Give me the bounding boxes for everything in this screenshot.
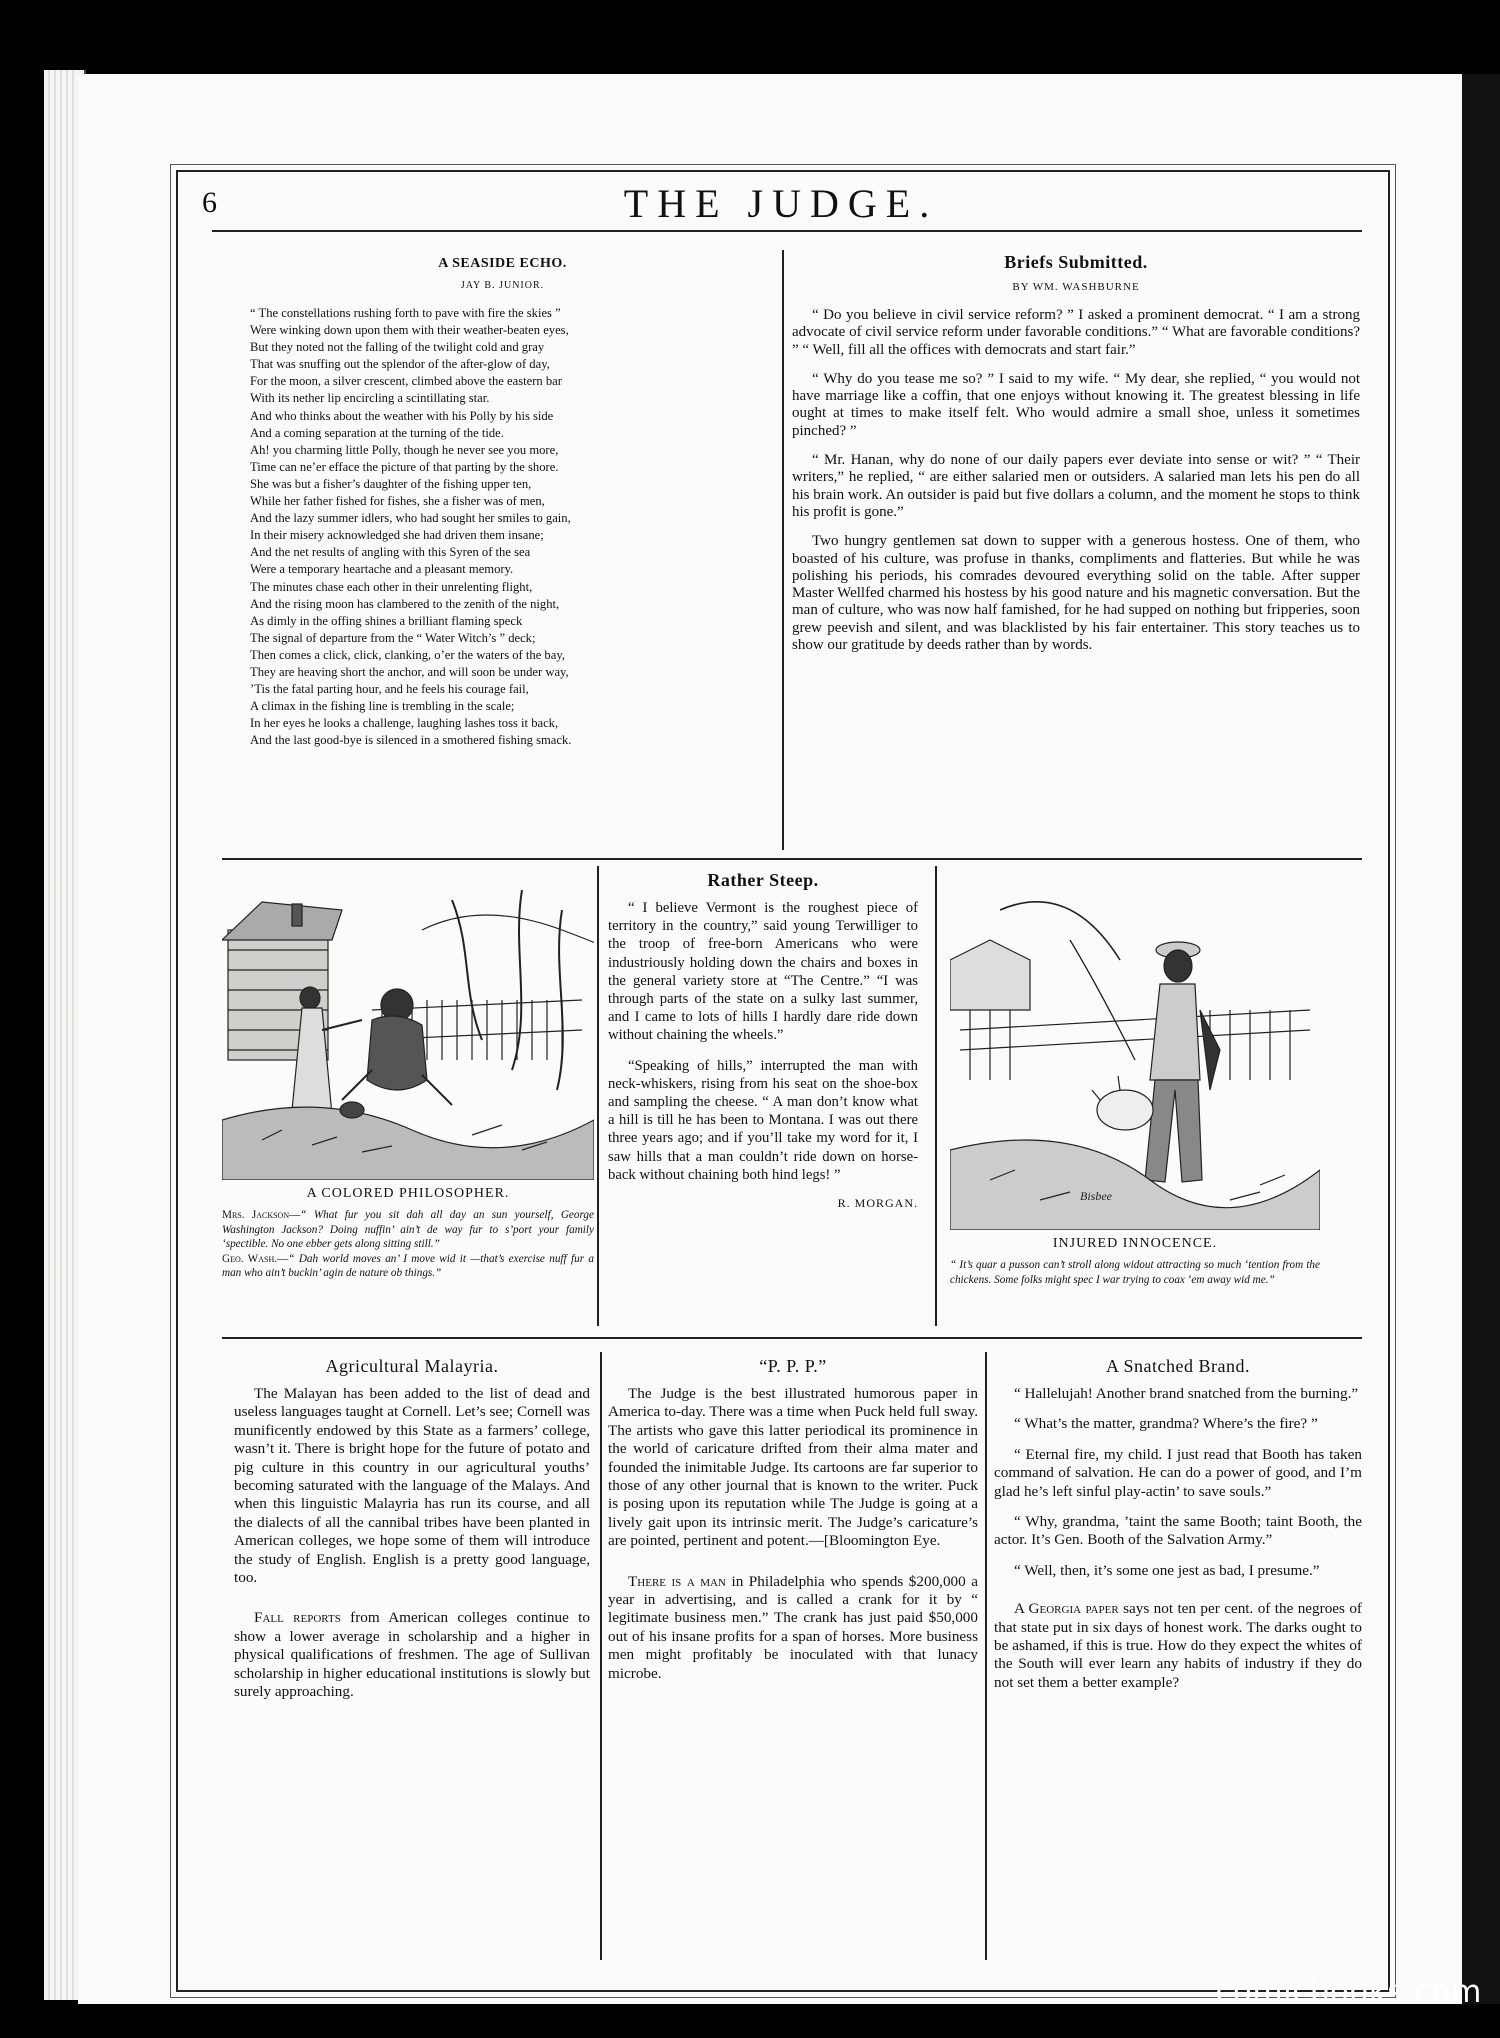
page-stack-edge: [48, 70, 78, 2000]
poem-line: And the rising moon has clambered to the zenith of the night,: [250, 596, 560, 611]
ppp-para1: The Judge is the best illustrated humorous paper in America to-day. There was a time when Puck held full sway. The artists who gave this latter periodical its prominence in the world of caricature drifted from their alma mater and founded the inimitable Judge. Its cartoons are far superior to those of any other journal that is known to the writer. Puck is posing upon its reputation while The Judge is going at a lively gait upon its intrinsic merit. The Judge’s caricature’s are pointed, pertinent and potent.—[Bloomington Eye.: [608, 1385, 978, 1550]
poem-line: “ The constellations rushing forth to pave with fire the skies ”: [250, 306, 561, 320]
briefs-body: [792, 307, 1360, 654]
snatched-brand-article: [994, 1356, 1362, 1692]
brand-paragraph: “ Why, grandma, ’taint the same Booth; taint Booth, the actor. It’s Gen. Booth of the Salvation Army.”: [994, 1513, 1362, 1549]
poem-line: ’Tis the fatal parting hour, and he feels his courage fail,: [250, 682, 529, 697]
poem-line: Then comes a click, click, clanking, o’er the waters of the bay,: [250, 647, 565, 662]
masthead-title: THE JUDGE.: [623, 181, 939, 226]
philosopher-line-2: “ Dah world moves an’ I move wid it —that’s exercise nuff fur a man who ain’t buckin’ agin de nature ob things.”: [222, 1252, 594, 1279]
brand-paragraph: “ Well, then, it’s some one jest as bad, I presume.”: [1014, 1561, 1320, 1579]
briefs-submitted-article: [792, 252, 1360, 666]
brand-second-item: [994, 1600, 1362, 1692]
poem-line: In their misery acknowledged she had driven them insane;: [250, 528, 544, 543]
poem-line: With its nether lip encircling a scintillating star.: [250, 391, 490, 406]
steep-paragraph: “Speaking of hills,” interrupted the man with neck-whiskers, rising from his seat on the shoe-box and sampling the cheese. “ A man don’t know what a hill is till he has been to Montana. I was out there three years ago; and if you’ll take my word for it, I saw hills that a man couldn’t ride down on horse-back without chaining both hind legs! ”: [608, 1057, 918, 1183]
column-rule-mid-right: [935, 866, 937, 1326]
seaside-echo-poem: [250, 305, 755, 749]
next-page-edge: [1462, 74, 1500, 2004]
brand-title: A Snatched Brand.: [1106, 1356, 1250, 1376]
rather-steep-body: [608, 899, 918, 1184]
poem-line: Ah! you charming little Polly, though he never see you more,: [250, 442, 559, 457]
poem-line: And the net results of angling with this Syren of the sea: [250, 545, 531, 560]
innocence-caption: INJURED INNOCENCE.: [1052, 1236, 1218, 1251]
philosopher-line-1: “ What fur you sit dah all day an sun yourself, George Washington Jackson? Doing nuffin’ ain’t de way fur to s’port your family ‘spectible. No one ebber gets along sitting still.”: [222, 1209, 594, 1250]
rather-steep-article: [608, 870, 918, 1211]
ppp-para2: in Philadelphia who spends $200,000 a year in advertising, and is called a crank for it by “ legitimate business men.” The crank has just paid $50,000 out of his insane profits for a span of horses. More business men might profitably be inoculated with that lunacy microbe.: [608, 1572, 978, 1682]
poem-line: Time can ne’er efface the picture of that parting by the shore.: [250, 459, 559, 474]
column-rule-top: [782, 250, 784, 850]
seaside-echo-byline: JAY B. JUNIOR.: [460, 280, 545, 291]
ppp-article: [608, 1356, 978, 1683]
poem-line: For the moon, a silver crescent, climbed above the eastern bar: [250, 374, 562, 389]
poem-line: A climax in the fishing line is trembling in the scale;: [250, 699, 515, 714]
speaker-mrs-jackson: Mrs. Jackson—: [222, 1209, 301, 1221]
injured-innocence-cartoon: [950, 900, 1320, 1287]
briefs-byline: BY WM. WASHBURNE: [1012, 281, 1140, 293]
malayria-title: Agricultural Malayria.: [325, 1356, 499, 1376]
brand-para2: says not ten per cent. of the negroes of that state put in six days of honest work. The darks ought to be ashamed, if this is true. How do they expect the whites of the South will ever learn any habits of industry if they do not set them a better example?: [994, 1600, 1362, 1691]
ppp-lead: There is a man: [628, 1572, 726, 1590]
philosopher-caption: A COLORED PHILOSOPHER.: [306, 1186, 510, 1201]
page-number: 6: [202, 186, 217, 219]
poem-line: But they noted not the falling of the twilight cold and gray: [250, 340, 545, 355]
poem-line: Were a temporary heartache and a pleasant memory.: [250, 562, 514, 577]
column-rule-bottom-right: [985, 1352, 987, 1960]
briefs-title: Briefs Submitted.: [1004, 252, 1148, 272]
masthead-rule: [212, 230, 1362, 232]
section-rule-1: [222, 858, 1362, 860]
speaker-geo-wash: Geo. Wash.—: [222, 1252, 289, 1265]
philosopher-illustration: [222, 890, 594, 1180]
seaside-echo-title: A SEASIDE ECHO.: [438, 256, 567, 271]
poem-line: That was snuffing out the splendor of the after-glow of day,: [250, 357, 550, 372]
ppp-title: “P. P. P.”: [759, 1356, 827, 1376]
briefs-paragraph: “ Do you believe in civil service reform? ” I asked a prominent democrat. “ I am a strong advocate of civil service reform under favorable conditions.” “ What are favorable conditions? ” “ Well, fill all the offices with democrats and start fair.”: [792, 307, 1360, 358]
steep-paragraph: “ I believe Vermont is the roughest piece of territory in the country,” said young Terwilliger to the troop of free-born Americans who were industriously holding down the chairs and boxes in the general variety store at “The Centre.” “I was through parts of the state on a sulky last summer, and I came to lots of hills I hardly dare ride down without chaining the wheels.”: [608, 900, 918, 1044]
ppp-second-item: [608, 1573, 978, 1683]
malayria-paragraph: The Malayan has been added to the list of dead and useless languages taught at Cornell. Let’s see; Cornell was munificently endowed by this State as a farmers’ college, wasn’t it. There is bright hope for the future of potato and pig culture in this country in our agricultural youths’ becoming saturated with the language of the Malays. And when this linguistic Malayria has run its course, and all the dialects of all the cannibal tribes have been planted in American colleges, we hope some of them will introduce the study of English. English is a pretty good language, too.: [234, 1385, 590, 1587]
poem-line: And a coming separation at the turning of the tide.: [250, 425, 504, 440]
malayria-para2: from American colleges continue to show a lower average in scholarship and a higher in physical qualifications of freshmen. The age of Sullivan scholarship in higher educational institutions is slowly but surely approaching.: [234, 1609, 590, 1701]
watermark: comicbooks.com: [1215, 1974, 1482, 2010]
poem-line: Were winking down upon them with their weather-beaten eyes,: [250, 323, 569, 338]
rather-steep-signature: R. MORGAN.: [837, 1196, 918, 1211]
briefs-paragraph: “ Mr. Hanan, why do none of our daily papers ever deviate into sense or wit? ” “ Their writers,” he replied, “ are either salaried men or outsiders. A salaried man lets his pen do all his brain work. An outsider is paid but five dollars a column, and the moment he stops to think his profit is gone.”: [792, 452, 1360, 520]
poem-line: She was but a fisher’s daughter of the fishing upper ten,: [250, 476, 532, 491]
brand-paragraph: “ What’s the matter, grandma? Where’s the fire? ”: [1014, 1415, 1318, 1433]
poem-line: The minutes chase each other in their unrelenting flight,: [250, 579, 533, 594]
poem-line: And the last good-bye is silenced in a smothered fishing smack.: [250, 733, 572, 748]
colored-philosopher-cartoon: [222, 890, 594, 1281]
innocence-quote: “ It’s quar a pusson can’t stroll along widout attracting so much ‘tention from the chickens. Some folks might spec I war trying to coax ‘em away wid me.”: [950, 1259, 1320, 1286]
poem-line: And who thinks about the weather with his Polly by his side: [250, 408, 554, 423]
malayria-body: [234, 1385, 590, 1587]
briefs-paragraph: Two hungry gentlemen sat down to supper with a generous hostess. One of them, who boasted of his culture, was profuse in thanks, compliments and flatteries. But while he was polishing his periods, his comrades devoured everything solid on the table. After supper Master Wellfed charmed his hostess by his good nature and his magnetic conversation. But the man of culture, who was now half famished, for he had supped on nothing but fripperies, soon grew peevish and silent, and was blacklisted by his fair entertainer. This story teaches us to show our gratitude by deeds rather than by words.: [792, 533, 1360, 654]
rather-steep-title: Rather Steep.: [707, 870, 819, 890]
column-rule-mid-left: [597, 866, 599, 1326]
section-rule-2: [222, 1337, 1362, 1339]
malayria-second-item: [234, 1609, 590, 1701]
artist-signature: Bisbee: [1080, 1189, 1112, 1203]
brand-paragraph: “ Eternal fire, my child. I just read that Booth has taken command of salvation. He can do a power of good, and I’m glad he’s left sinful play-actin’ to save souls.”: [994, 1445, 1362, 1500]
poem-line: And the lazy summer idlers, who had sought her smiles to gain,: [250, 511, 571, 526]
poem-line: As dimly in the offing shines a brilliant flaming speck: [250, 613, 523, 628]
brand-lead: A Georgia paper: [1014, 1600, 1119, 1618]
agricultural-malayria-article: [234, 1356, 590, 1702]
innocence-illustration: [950, 900, 1320, 1230]
column-rule-bottom-left: [600, 1352, 602, 1960]
seaside-echo-article: [250, 256, 755, 749]
poem-line: The signal of departure from the “ Water Witch’s ” deck;: [250, 630, 536, 645]
briefs-paragraph: “ Why do you tease me so? ” I said to my wife. “ My dear, she replied, “ you would not have marriage like a coffin, that one enjoys without knowing it. The greatest blessing in life ought at times to make itself felt. Who would admire a small shoe, unless it sometimes pinched? ”: [792, 370, 1360, 439]
brand-body: [994, 1385, 1362, 1580]
malayria-lead: Fall reports: [254, 1609, 341, 1627]
ppp-body: [608, 1385, 978, 1551]
philosopher-dialogue: [222, 1208, 594, 1281]
poem-line: While her father fished for fishes, she a fisher was of men,: [250, 494, 545, 509]
poem-line: In her eyes he looks a challenge, laughing lashes toss it back,: [250, 716, 559, 731]
poem-line: They are heaving short the anchor, and will soon be under way,: [250, 664, 569, 679]
brand-paragraph: “ Hallelujah! Another brand snatched from the burning.”: [1014, 1385, 1359, 1402]
